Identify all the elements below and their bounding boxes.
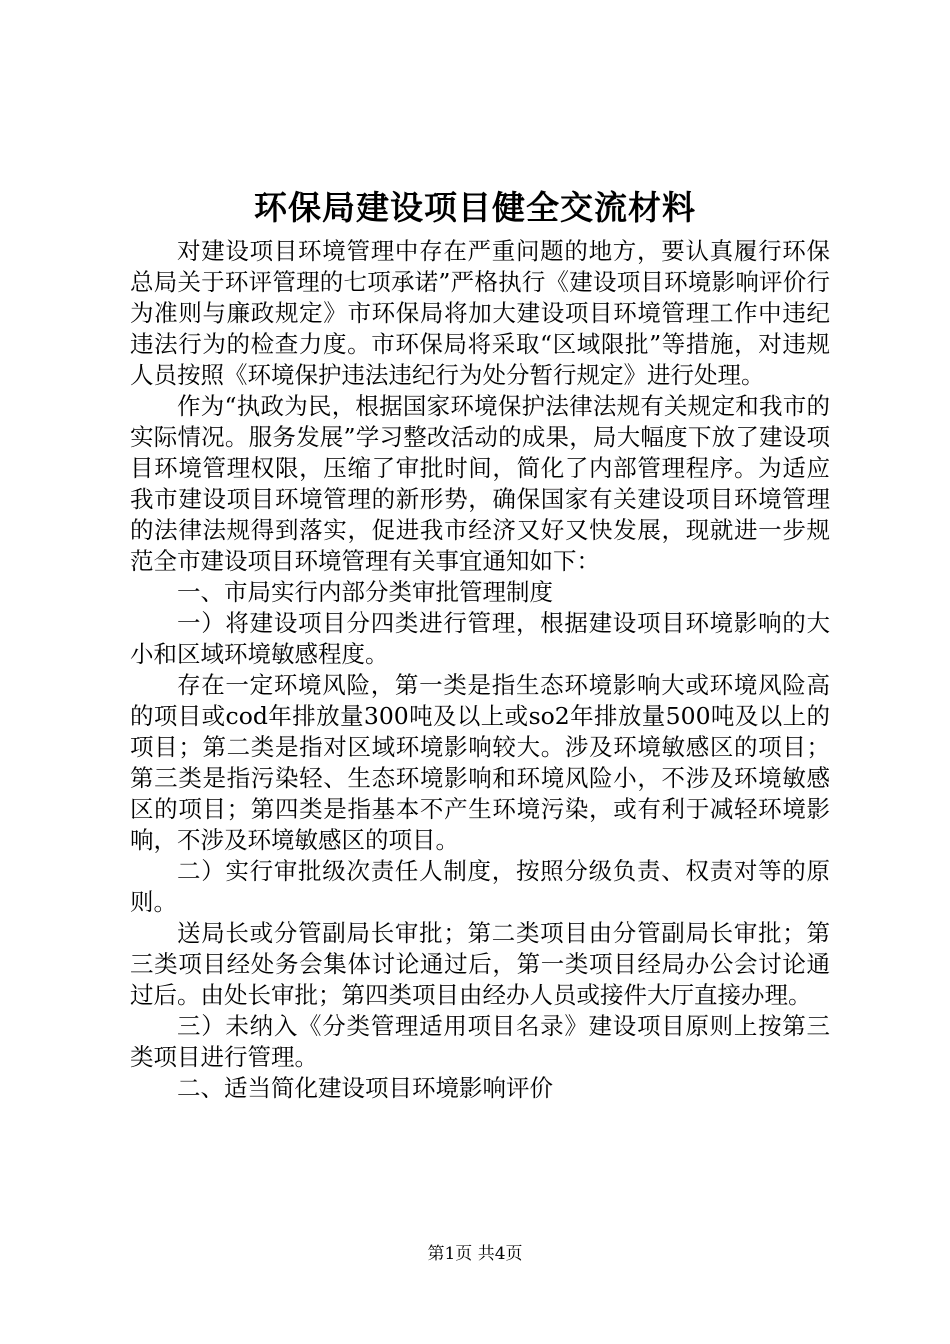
document-title: 环保局建设项目健全交流材料 [254,188,696,227]
paragraph: 作为“执政为民，根据国家环境保护法律法规有关规定和我市的实际情况。服务发展”学习整改活动的成果，局大幅度下放了建设项目环境管理权限，压缩了审批时间，简化了内部管理程序。为适应我市建设项目环境管理的新形势，确保国家有关建设项目环境管理的法律法规得到落实，促进我市经济又好又快发展，现就进一步规范全市建设项目环境管理有关事宜通知如下： [130,392,830,575]
page-number-footer: 第1页 共4页 [427,1244,523,1264]
document-body [130,236,830,1104]
paragraph: 三）未纳入《分类管理适用项目名录》建设项目原则上按第三类项目进行管理。 [130,1012,830,1071]
paragraph: 一）将建设项目分四类进行管理，根据建设项目环境影响的大小和区域环境敏感程度。 [130,609,830,668]
section-heading: 二、适当简化建设项目环境影响评价 [177,1074,553,1102]
paragraph: 送局长或分管副局长审批；第二类项目由分管副局长审批；第三类项目经处务会集体讨论通过后，第一类项目经局办公会讨论通过后。由处长审批；第四类项目由经办人员或接件大厅直接办理。 [130,919,830,1009]
paragraph: 对建设项目环境管理中存在严重问题的地方，要认真履行环保总局关于环评管理的七项承诺”严格执行《建设项目环境影响评价行为准则与廉政规定》市环保局将加大建设项目环境管理工作中违纪违法行为的检查力度。市环保局将采取“区域限批”等措施，对违规人员按照《环境保护违法违纪行为处分暂行规定》进行处理。 [130,237,830,389]
paragraph: 存在一定环境风险，第一类是指生态环境影响大或环境风险高的项目或cod年排放量300吨及以上或so2年排放量500吨及以上的项目；第二类是指对区域环境影响较大。涉及环境敏感区的项目；第三类是指污染轻、生态环境影响和环境风险小，不涉及环境敏感区的项目；第四类是指基本不产生环境污染，或有利于减轻环境影响，不涉及环境敏感区的项目。 [130,671,830,854]
section-heading: 一、市局实行内部分类审批管理制度 [177,578,553,606]
paragraph: 二）实行审批级次责任人制度，按照分级负责、权责对等的原则。 [130,857,830,916]
